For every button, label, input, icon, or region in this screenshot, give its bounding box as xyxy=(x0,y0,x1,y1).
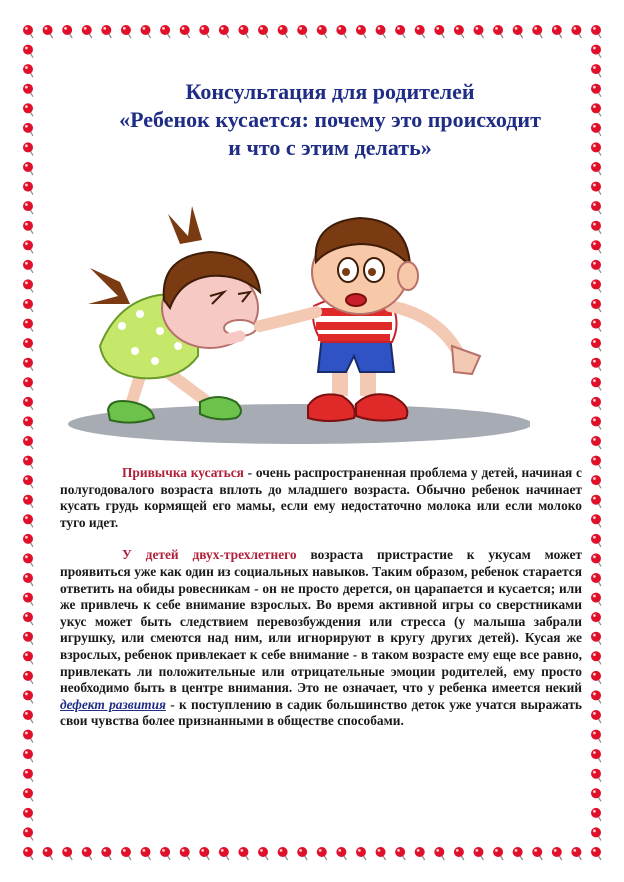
border-lollipop-icon xyxy=(591,612,601,625)
border-lollipop-icon xyxy=(23,123,33,136)
border-lollipop-icon xyxy=(591,123,601,136)
border-lollipop-icon xyxy=(23,632,33,645)
border-lollipop-icon xyxy=(23,319,33,332)
border-lollipop-icon xyxy=(591,769,601,782)
border-lollipop-icon xyxy=(591,84,601,97)
border-lollipop-icon xyxy=(23,436,33,449)
border-lollipop-icon xyxy=(591,553,601,566)
border-lollipop-icon xyxy=(395,847,405,860)
border-lollipop-icon xyxy=(532,847,542,860)
border-lollipop-icon xyxy=(23,808,33,821)
border-lollipop-icon xyxy=(297,847,307,860)
border-lollipop-icon xyxy=(591,573,601,586)
border-lollipop-icon xyxy=(23,769,33,782)
border-lollipop-icon xyxy=(591,808,601,821)
border-lollipop-icon xyxy=(532,25,542,38)
title-line-3: и что с этим делать» xyxy=(228,135,432,160)
border-lollipop-icon xyxy=(141,847,151,860)
border-lollipop-icon xyxy=(101,25,111,38)
border-lollipop-icon xyxy=(82,25,92,38)
border-lollipop-icon xyxy=(23,553,33,566)
border-lollipop-icon xyxy=(552,847,562,860)
border-lollipop-icon xyxy=(23,827,33,840)
border-lollipop-icon xyxy=(434,25,444,38)
border-lollipop-icon xyxy=(219,25,229,38)
border-lollipop-icon xyxy=(23,182,33,195)
article-body xyxy=(60,465,582,746)
border-lollipop-icon xyxy=(23,514,33,527)
border-lollipop-icon xyxy=(23,299,33,312)
border-lollipop-icon xyxy=(317,25,327,38)
border-lollipop-icon xyxy=(356,25,366,38)
border-lollipop-icon xyxy=(23,534,33,547)
border-lollipop-icon xyxy=(591,788,601,801)
border-lollipop-icon xyxy=(376,25,386,38)
border-lollipop-icon xyxy=(591,495,601,508)
border-lollipop-icon xyxy=(23,847,33,860)
border-lollipop-icon xyxy=(23,397,33,410)
border-lollipop-icon xyxy=(591,142,601,155)
border-lollipop-icon xyxy=(591,475,601,488)
border-lollipop-icon xyxy=(591,260,601,273)
border-lollipop-icon xyxy=(591,436,601,449)
paragraph-2-text-before-link: возраста пристрастие к укусам может проявиться уже как один из социальных навыков. Таким образом, ребенок старается ответить на обиды ровесникам - он не просто дерется, он царапается и кусается; или же привлечь к себе внимание взрослых. Во время активной игры со сверстниками укус может быть следствием перевозбуждения или стресса (у малыша забрали игрушку, или смеются над ним, или игнорируют в кругу других детей). Кусая же взрослых, ребенок привлекает к себе внимание - в таком возрасте ему еще все равно, привлекать ли положительные или отрицательные эмоции родителей, ему просто необходимо быть в центре внимания. Это не означает, что у ребенка имеется некий xyxy=(60,547,582,696)
border-lollipop-icon xyxy=(591,299,601,312)
border-lollipop-icon xyxy=(591,397,601,410)
paragraph-2-highlight: У детей двух-трехлетнего xyxy=(122,547,297,563)
border-lollipop-icon xyxy=(23,240,33,253)
children-biting-illustration xyxy=(60,196,530,456)
border-lollipop-icon xyxy=(591,710,601,723)
border-lollipop-icon xyxy=(23,710,33,723)
title-line-1: Консультация для родителей xyxy=(185,79,475,104)
border-lollipop-icon xyxy=(591,632,601,645)
girl-figure xyxy=(88,206,260,423)
border-lollipop-icon xyxy=(258,847,268,860)
border-lollipop-icon xyxy=(591,690,601,703)
paragraph-1-highlight: Привычка кусаться xyxy=(122,465,244,480)
paragraph-2-text-after-link: - к поступлению в садик большинство деток уже учатся выражать свои чувства более признанными в обществе способами. xyxy=(60,696,582,729)
border-lollipop-icon xyxy=(591,221,601,234)
border-lollipop-icon xyxy=(513,25,523,38)
border-lollipop-icon xyxy=(23,573,33,586)
border-lollipop-icon xyxy=(591,671,601,684)
border-lollipop-icon xyxy=(591,730,601,743)
border-lollipop-icon xyxy=(473,25,483,38)
title-line-2: «Ребенок кусается: почему это происходит xyxy=(119,107,541,132)
border-lollipop-icon xyxy=(141,25,151,38)
border-lollipop-icon xyxy=(23,45,33,58)
border-lollipop-icon xyxy=(23,142,33,155)
border-lollipop-icon xyxy=(23,416,33,429)
border-lollipop-icon xyxy=(23,162,33,175)
border-lollipop-icon xyxy=(43,847,53,860)
boy-figure xyxy=(260,218,480,421)
border-lollipop-icon xyxy=(23,64,33,77)
border-lollipop-icon xyxy=(258,25,268,38)
border-lollipop-icon xyxy=(23,495,33,508)
border-lollipop-icon xyxy=(23,201,33,214)
paragraph-2 xyxy=(60,547,582,730)
border-lollipop-icon xyxy=(591,162,601,175)
border-lollipop-icon xyxy=(278,847,288,860)
border-lollipop-icon xyxy=(23,358,33,371)
border-lollipop-icon xyxy=(297,25,307,38)
border-lollipop-icon xyxy=(238,25,248,38)
border-lollipop-icon xyxy=(571,847,581,860)
border-lollipop-icon xyxy=(23,103,33,116)
border-lollipop-icon xyxy=(434,847,444,860)
border-lollipop-icon xyxy=(415,847,425,860)
paragraph-1 xyxy=(60,465,582,531)
border-lollipop-icon xyxy=(513,847,523,860)
border-lollipop-icon xyxy=(591,534,601,547)
border-lollipop-icon xyxy=(336,847,346,860)
border-lollipop-icon xyxy=(356,847,366,860)
border-lollipop-icon xyxy=(473,847,483,860)
border-lollipop-icon xyxy=(591,377,601,390)
border-lollipop-icon xyxy=(219,847,229,860)
border-lollipop-icon xyxy=(317,847,327,860)
border-lollipop-icon xyxy=(180,25,190,38)
border-lollipop-icon xyxy=(591,456,601,469)
border-lollipop-icon xyxy=(591,651,601,664)
border-lollipop-icon xyxy=(62,25,72,38)
border-lollipop-icon xyxy=(199,847,209,860)
border-lollipop-icon xyxy=(591,240,601,253)
border-lollipop-icon xyxy=(591,827,601,840)
border-lollipop-icon xyxy=(591,514,601,527)
border-lollipop-icon xyxy=(23,25,33,38)
border-lollipop-icon xyxy=(591,182,601,195)
developmental-defect-link[interactable]: дефект развития xyxy=(60,696,166,712)
border-lollipop-icon xyxy=(23,612,33,625)
border-lollipop-icon xyxy=(199,25,209,38)
page-title xyxy=(80,78,580,162)
border-lollipop-icon xyxy=(23,671,33,684)
border-lollipop-icon xyxy=(278,25,288,38)
border-lollipop-icon xyxy=(23,260,33,273)
border-lollipop-icon xyxy=(23,84,33,97)
border-lollipop-icon xyxy=(121,847,131,860)
border-lollipop-icon xyxy=(591,749,601,762)
border-lollipop-icon xyxy=(23,651,33,664)
border-lollipop-icon xyxy=(82,847,92,860)
border-lollipop-icon xyxy=(591,64,601,77)
border-lollipop-icon xyxy=(552,25,562,38)
border-lollipop-icon xyxy=(395,25,405,38)
border-lollipop-icon xyxy=(454,847,464,860)
border-lollipop-icon xyxy=(23,221,33,234)
border-lollipop-icon xyxy=(591,338,601,351)
border-lollipop-icon xyxy=(43,25,53,38)
border-lollipop-icon xyxy=(101,847,111,860)
border-lollipop-icon xyxy=(23,788,33,801)
border-lollipop-icon xyxy=(591,847,601,860)
border-lollipop-icon xyxy=(23,593,33,606)
border-lollipop-icon xyxy=(160,847,170,860)
border-lollipop-icon xyxy=(591,358,601,371)
border-lollipop-icon xyxy=(238,847,248,860)
border-lollipop-icon xyxy=(591,201,601,214)
border-lollipop-icon xyxy=(23,377,33,390)
border-lollipop-icon xyxy=(493,25,503,38)
border-lollipop-icon xyxy=(121,25,131,38)
border-lollipop-icon xyxy=(180,847,190,860)
border-lollipop-icon xyxy=(23,456,33,469)
border-lollipop-icon xyxy=(591,103,601,116)
border-lollipop-icon xyxy=(571,25,581,38)
paragraph-1-text: - очень распространенная проблема у детей, начиная с полугодовалого возраста вплоть до младшего возраста. Обычно ребенок начинает кусать грудь кормящей его мамы, если ему недостаточно молока или если молоко туго идет. xyxy=(60,465,583,530)
border-lollipop-icon xyxy=(454,25,464,38)
border-lollipop-icon xyxy=(376,847,386,860)
border-lollipop-icon xyxy=(23,279,33,292)
border-lollipop-icon xyxy=(336,25,346,38)
border-lollipop-icon xyxy=(160,25,170,38)
border-lollipop-icon xyxy=(23,338,33,351)
border-lollipop-icon xyxy=(23,475,33,488)
border-lollipop-icon xyxy=(23,749,33,762)
border-lollipop-icon xyxy=(23,690,33,703)
border-lollipop-icon xyxy=(591,593,601,606)
border-lollipop-icon xyxy=(591,45,601,58)
border-lollipop-icon xyxy=(591,25,601,38)
border-lollipop-icon xyxy=(591,279,601,292)
border-lollipop-icon xyxy=(415,25,425,38)
border-lollipop-icon xyxy=(591,416,601,429)
border-lollipop-icon xyxy=(62,847,72,860)
border-lollipop-icon xyxy=(591,319,601,332)
border-lollipop-icon xyxy=(23,730,33,743)
border-lollipop-icon xyxy=(493,847,503,860)
